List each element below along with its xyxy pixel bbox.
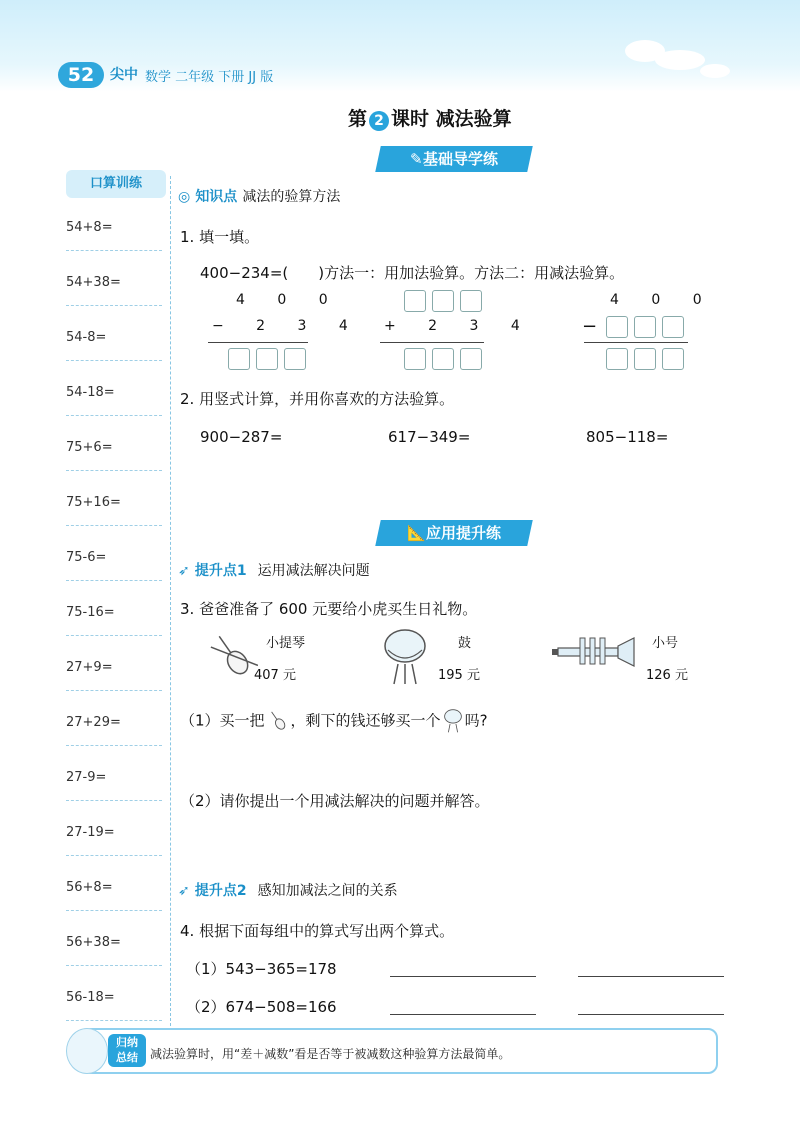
violin-icon <box>265 708 291 734</box>
improve-point-2-text: 感知加减法之间的关系 <box>257 883 398 899</box>
improve-point-2 <box>178 880 398 900</box>
answer-line[interactable] <box>66 855 162 856</box>
exercise-text: 27-19= <box>66 825 115 840</box>
knowledge-point <box>178 186 340 206</box>
exercise-item <box>66 770 166 785</box>
item-name: 鼓 <box>458 636 472 651</box>
question-1-prompt: 1. 填一填。 <box>180 228 260 246</box>
answer-box[interactable] <box>284 348 306 370</box>
vertical-mid-digits: + 2 3 4 <box>384 318 534 334</box>
answer-box[interactable] <box>432 290 454 312</box>
improve-point-1-text: 运用减法解决问题 <box>257 563 370 579</box>
question-3-prompt: 3. 爸爸准备了 600 元要给小虎买生日礼物。 <box>180 600 478 618</box>
sub1-text-b: ，剩下的钱还够买一个 <box>290 711 441 730</box>
question-4-item: （2）674−508=166 <box>186 998 337 1016</box>
answer-blank[interactable] <box>290 282 330 283</box>
exercise-text: 54-8= <box>66 330 107 345</box>
drum-icon <box>441 708 465 734</box>
summary-text: 减法验算时，用“差＋减数”看是否等于被减数这种验算方法最简单。 <box>150 1047 511 1061</box>
answer-box[interactable] <box>228 348 250 370</box>
knowledge-point-text: 减法的验算方法 <box>242 189 341 205</box>
vertical-line <box>584 342 688 343</box>
violin-icon <box>208 628 258 684</box>
target-icon: ◎ <box>178 189 191 205</box>
exercise-text: 75+16= <box>66 495 121 510</box>
answer-line[interactable] <box>66 250 162 251</box>
item-price: 126 元 <box>646 668 688 683</box>
exercise-item <box>66 880 166 895</box>
exercise-text: 27-9= <box>66 770 107 785</box>
answer-line[interactable] <box>66 360 162 361</box>
exercise-text: 75-16= <box>66 605 115 620</box>
answer-box[interactable] <box>662 348 684 370</box>
answer-box[interactable] <box>460 348 482 370</box>
answer-line[interactable] <box>66 1020 162 1021</box>
answer-line[interactable] <box>390 976 536 977</box>
book-subject: 数学 二年级 下册 JJ 版 <box>145 70 274 85</box>
mascot-icon <box>66 1028 108 1074</box>
summary-tag-line1: 归纳 <box>116 1036 138 1049</box>
answer-line[interactable] <box>66 580 162 581</box>
summary-tag-line2: 总结 <box>116 1051 138 1064</box>
ruler-icon: 📐 <box>407 524 426 542</box>
item-price: 407 元 <box>254 668 296 683</box>
exercise-text: 54+38= <box>66 275 121 290</box>
vertical-top-digits: 4 0 0 <box>236 292 342 308</box>
item-name: 小号 <box>652 636 679 651</box>
item-price: 195 元 <box>438 668 480 683</box>
exercise-text: 27+9= <box>66 660 113 675</box>
vertical-line <box>208 342 308 343</box>
item-name: 小提琴 <box>266 636 306 651</box>
lesson-name: 减法验算 <box>435 108 512 130</box>
vertical-mid-digits: − 2 3 4 <box>212 318 362 334</box>
section-banner-basic <box>375 146 533 172</box>
exercise-item <box>66 330 166 345</box>
exercise-item <box>66 550 166 565</box>
answer-line[interactable] <box>66 415 162 416</box>
minus-sign: − <box>582 316 598 337</box>
exercise-text: 27+29= <box>66 715 121 730</box>
rocket-icon: ➶ <box>178 563 190 579</box>
answer-box[interactable] <box>606 348 628 370</box>
lesson-suffix: 课时 <box>391 108 430 130</box>
exercise-text: 54-18= <box>66 385 115 400</box>
exercise-text: 56+8= <box>66 880 113 895</box>
brand-logo: 尖中 <box>110 67 138 83</box>
page-number: 52 <box>58 62 104 88</box>
exercise-text: 75-6= <box>66 550 107 565</box>
answer-line[interactable] <box>66 910 162 911</box>
exercise-item <box>66 440 166 455</box>
question-4-item: （1）543−365=178 <box>186 960 337 978</box>
improve-point-2-label: 提升点2 <box>194 883 247 899</box>
answer-line[interactable] <box>66 800 162 801</box>
left-column-header: 口算训练 <box>66 170 166 198</box>
answer-line[interactable] <box>66 690 162 691</box>
cloud-decoration <box>700 64 730 78</box>
cloud-decoration <box>655 50 705 70</box>
exercise-item <box>66 220 166 235</box>
lesson-number: 2 <box>369 111 389 131</box>
answer-box[interactable] <box>432 348 454 370</box>
exercise-item <box>66 605 166 620</box>
question-3-sub-2: （2）请你提出一个用减法解决的问题并解答。 <box>180 792 490 810</box>
exercise-item <box>66 715 166 730</box>
exercise-item <box>66 495 166 510</box>
vertical-line <box>380 342 484 343</box>
lesson-title <box>348 104 512 131</box>
answer-box[interactable] <box>634 316 656 338</box>
exercise-item <box>66 825 166 840</box>
question-1-equation: 400−234=( )方法一：用加法验算。方法二：用减法验算。 <box>200 264 625 282</box>
lesson-prefix: 第 <box>348 108 368 130</box>
answer-box[interactable] <box>404 290 426 312</box>
exercise-text: 75+6= <box>66 440 113 455</box>
section-banner-basic-label: 基础导学练 <box>422 150 498 168</box>
question-2-prompt: 2. 用竖式计算，并用你喜欢的方法验算。 <box>180 390 455 408</box>
exercise-text: 56+38= <box>66 935 121 950</box>
section-banner-applied <box>375 520 533 546</box>
exercise-text: 56-18= <box>66 990 115 1005</box>
answer-box[interactable] <box>634 348 656 370</box>
answer-box[interactable] <box>606 316 628 338</box>
summary-tag <box>108 1034 146 1067</box>
sub1-text-a: （1）买一把 <box>180 711 265 730</box>
answer-line[interactable] <box>66 635 162 636</box>
trumpet-icon <box>550 634 636 670</box>
improve-point-1 <box>178 560 370 580</box>
rocket-icon: ➶ <box>178 883 190 899</box>
answer-line[interactable] <box>66 745 162 746</box>
exercise-item <box>66 385 166 400</box>
exercise-item <box>66 660 166 675</box>
exercise-item <box>66 990 166 1005</box>
column-divider <box>170 176 171 1026</box>
exercise-item <box>66 935 166 950</box>
sub1-text-c: 吗? <box>464 711 488 730</box>
improve-point-1-label: 提升点1 <box>194 563 247 579</box>
question-2-item: 900−287= <box>200 428 283 446</box>
answer-line[interactable] <box>578 976 724 977</box>
exercise-item <box>66 275 166 290</box>
answer-line[interactable] <box>66 965 162 966</box>
answer-line[interactable] <box>578 1014 724 1015</box>
answer-line[interactable] <box>66 470 162 471</box>
pencil-icon: ✎ <box>410 150 423 168</box>
knowledge-point-label: 知识点 <box>195 189 238 205</box>
question-3-sub-1 <box>180 708 488 734</box>
answer-line[interactable] <box>66 525 162 526</box>
answer-box[interactable] <box>404 348 426 370</box>
section-banner-applied-label: 应用提升练 <box>425 524 501 542</box>
answer-line[interactable] <box>390 1014 536 1015</box>
answer-box[interactable] <box>256 348 278 370</box>
answer-line[interactable] <box>66 305 162 306</box>
question-4-prompt: 4. 根据下面每组中的算式写出两个算式。 <box>180 922 455 940</box>
exercise-text: 54+8= <box>66 220 113 235</box>
drum-icon <box>380 626 430 688</box>
question-2-item: 617−349= <box>388 428 471 446</box>
answer-box[interactable] <box>662 316 684 338</box>
vertical-top-digits: 4 0 0 <box>610 292 716 308</box>
answer-box[interactable] <box>460 290 482 312</box>
question-2-item: 805−118= <box>586 428 669 446</box>
